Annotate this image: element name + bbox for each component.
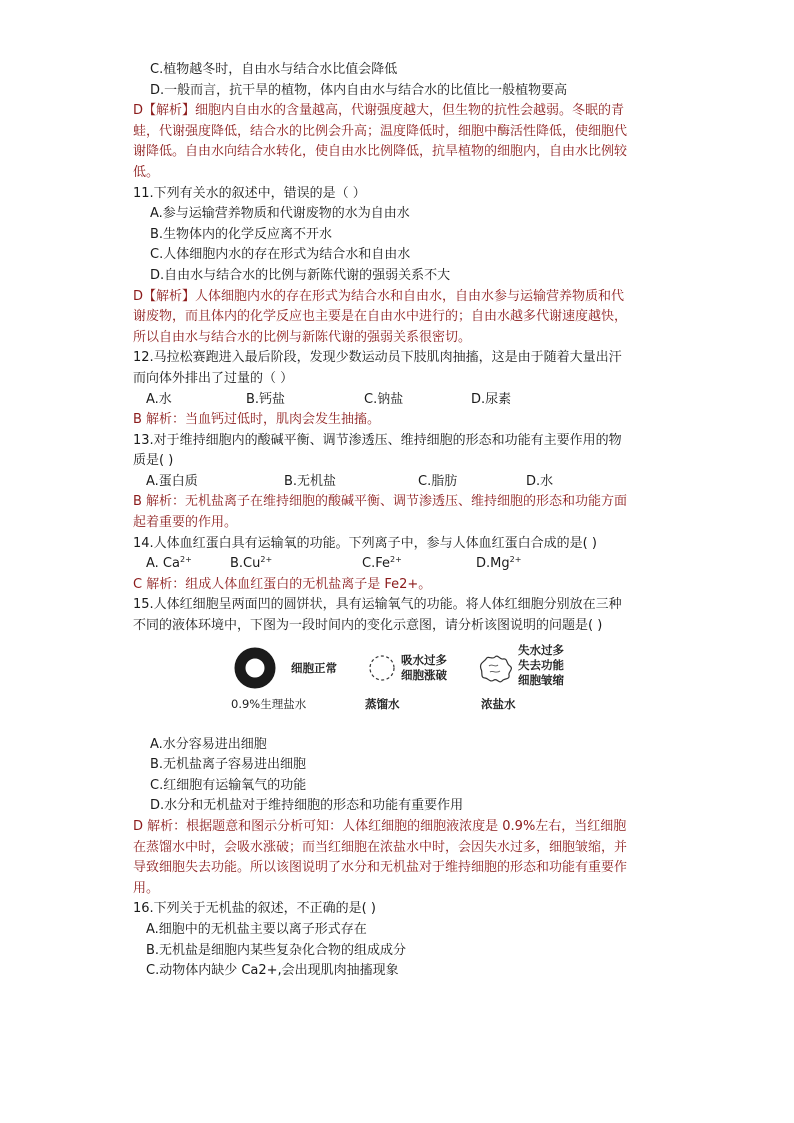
shrunken-cell-label-2: 失去功能 (518, 657, 564, 672)
q13-analysis-line: B 解析：无机盐离子在维持细胞的酸碱平衡、调节渗透压、维持细胞的形态和功能方面 (133, 494, 628, 510)
burst-cell-icon (366, 652, 398, 684)
q10-analysis-line: D【解析】细胞内自由水的含量越高，代谢强度越大，但生物的抗性会越弱。冬眠的青 (133, 103, 625, 119)
shrunken-cell-label-1: 失水过多 (518, 642, 564, 657)
q15-analysis-line: D 解析：根据题意和图示分析可知：人体红细胞的细胞液浓度是 0.9%左右，当红细胞 (133, 819, 627, 834)
normal-cell-caption: 0.9%生理盐水 (231, 696, 307, 711)
q15-analysis-line: 在蒸馏水中时，会吸水涨破；而当红细胞在浓盐水中时，会因失水过多，细胞皱缩，并 (133, 839, 628, 855)
q12-stem-line: 而向体外排出了过量的（ ） (133, 370, 294, 386)
q15-option-c: C.红细胞有运输氧气的功能 (150, 777, 307, 793)
q10-analysis-line: 蛙，代谢强度降低，结合水的比例会升高；温度降低时，细胞中酶活性降低，使细胞代 (133, 123, 628, 139)
burst-cell-label-2: 细胞涨破 (401, 667, 447, 682)
q14-option-a (146, 554, 230, 575)
q10-analysis-line: 谢降低。自由水向结合水转化，使自由水比例降低，抗旱植物的细胞内，自由水比例较 (133, 144, 628, 160)
q12-stem-line: 12.马拉松赛跑进入最后阶段，发现少数运动员下肢肌肉抽搐，这是由于随着大量出汗 (133, 350, 622, 366)
shrunken-cell-caption: 浓盐水 (481, 696, 516, 711)
q16-stem: 16.下列关于无机盐的叙述，不正确的是( ) (133, 901, 376, 917)
q11-option-c: C.人体细胞内水的存在形式为结合水和自由水 (150, 247, 411, 263)
q14-stem: 14.人体血红蛋白具有运输氧的功能。下列离子中，参与人体血红蛋白合成的是( ) (133, 535, 597, 551)
q14-option-c (362, 554, 476, 575)
q13-stem-line: 13.对于维持细胞内的酸碱平衡、调节渗透压、维持细胞的形态和功能有主要作用的物 (133, 432, 622, 448)
q11-option-a: A.参与运输营养物质和代谢废物的水为自由水 (150, 206, 410, 222)
q14-option-a-charge: 2+ (179, 555, 192, 565)
q14-option-d-text: D.Mg (476, 556, 510, 572)
q11-stem: 11.下列有关水的叙述中，错误的是（ ） (133, 185, 366, 201)
q16-option-c: C.动物体内缺少 Ca2+,会出现肌肉抽搐现象 (146, 963, 399, 979)
q14-option-c-text: C.Fe (362, 556, 390, 572)
q12-option-c: C.钠盐 (364, 391, 404, 407)
burst-cell-label-1: 吸水过多 (401, 652, 447, 667)
q11-analysis-line: D【解析】人体细胞内水的存在形式为结合水和自由水，自由水参与运输营养物质和代 (133, 288, 625, 304)
q12-options-row (133, 390, 673, 411)
normal-cell-icon (233, 646, 277, 690)
q14-option-b-text: B.Cu (230, 556, 261, 572)
q11-analysis-line: 所以自由水与结合水的比例与新陈代谢的强弱关系很密切。 (133, 329, 472, 345)
q15-analysis-line: 导致细胞失去功能。所以该图说明了水分和无机盐对于维持细胞的形态和功能有重要作 (133, 860, 628, 876)
q14-analysis: C 解析：组成人体血红蛋白的无机盐离子是 Fe2+。 (133, 576, 432, 592)
q10-option-d: D.一般而言，抗干旱的植物，体内自由水与结合水的比值比一般植物要高 (150, 82, 568, 98)
q13-options-row (133, 472, 673, 493)
shrunken-cell-icon (473, 651, 517, 687)
q13-analysis-line: 起着重要的作用。 (133, 515, 238, 531)
q10-analysis-line: 低。 (133, 164, 160, 180)
q14-options-row (133, 554, 673, 575)
q12-option-a: A.水 (146, 391, 172, 407)
red-blood-cell-figure (133, 641, 673, 733)
q15-stem-line: 15.人体红细胞呈两面凹的圆饼状，具有运输氧气的功能。将人体红细胞分别放在三种 (133, 597, 622, 613)
q11-option-b: B.生物体内的化学反应离不开水 (150, 226, 333, 242)
q11-option-d: D.自由水与结合水的比例与新陈代谢的强弱关系不大 (150, 267, 451, 283)
q14-option-d (476, 554, 521, 575)
q15-option-a: A.水分容易进出细胞 (150, 736, 267, 752)
q13-option-d: D.水 (526, 473, 554, 489)
q12-analysis: B 解析：当血钙过低时，肌肉会发生抽搐。 (133, 412, 381, 428)
q13-option-b: B.无机盐 (284, 473, 337, 489)
q15-option-d: D.水分和无机盐对于维持细胞的形态和功能有重要作用 (150, 798, 464, 814)
q13-option-c: C.脂肪 (418, 473, 458, 489)
shrunken-cell-label-3: 细胞皱缩 (518, 672, 564, 687)
burst-cell-caption: 蒸馏水 (365, 696, 400, 711)
q14-option-b-charge: 2+ (260, 555, 273, 565)
q13-option-a: A.蛋白质 (146, 473, 198, 489)
q14-option-b (230, 554, 362, 575)
q16-option-b: B.无机盐是细胞内某些复杂化合物的组成成分 (146, 942, 407, 958)
q10-option-c: C.植物越冬时，自由水与结合水比值会降低 (150, 62, 398, 77)
normal-cell-label: 细胞正常 (291, 660, 337, 675)
q11-analysis-line: 谢废物，而且体内的化学反应也主要是在自由水中进行的；自由水越多代谢速度越快， (133, 309, 628, 325)
q14-option-d-charge: 2+ (509, 555, 522, 565)
q14-option-a-text: A. Ca (146, 556, 180, 572)
q15-option-b: B.无机盐离子容易进出细胞 (150, 757, 307, 773)
q14-option-c-charge: 2+ (389, 555, 402, 565)
q12-option-d: D.尿素 (471, 391, 512, 407)
q16-option-a: A.细胞中的无机盐主要以离子形式存在 (146, 921, 367, 937)
q12-option-b: B.钙盐 (246, 391, 286, 407)
q13-stem-line: 质是( ) (133, 453, 174, 469)
q15-stem-line: 不同的液体环境中，下图为一段时间内的变化示意图，请分析该图说明的问题是( ) (133, 618, 603, 634)
document-content (133, 60, 673, 982)
q15-analysis-line: 用。 (133, 880, 160, 896)
